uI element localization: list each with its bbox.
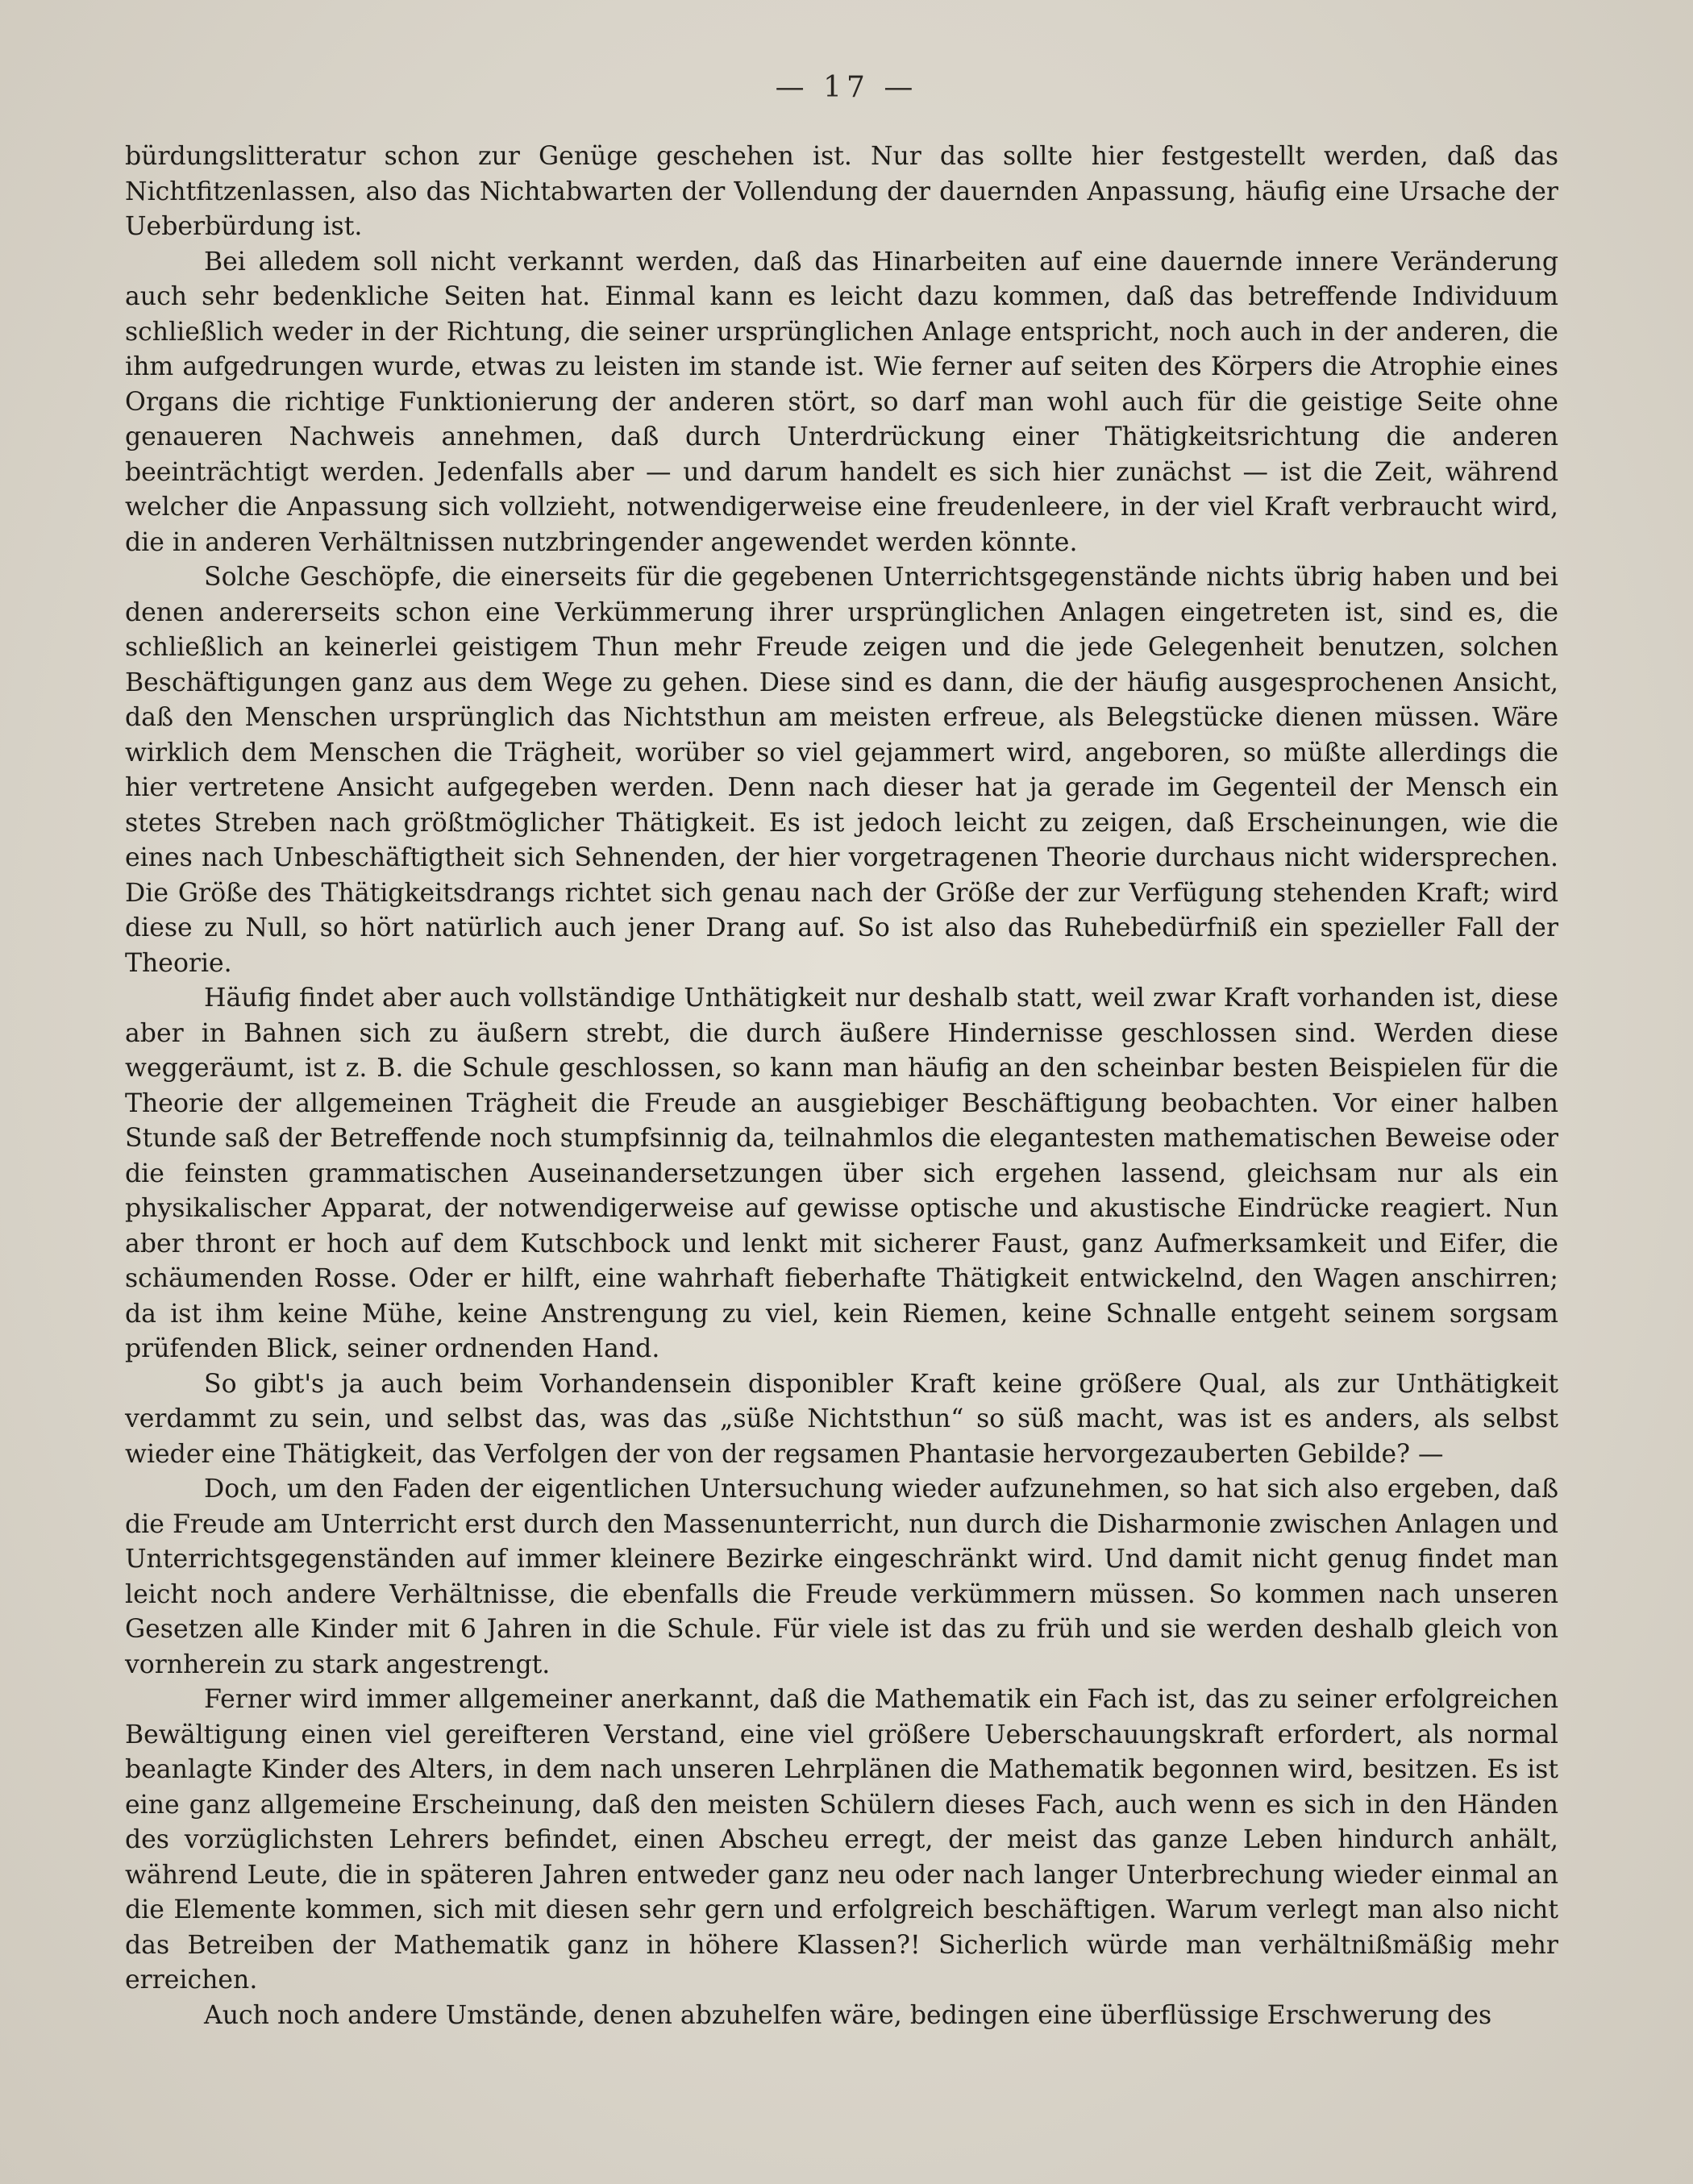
paragraph: Doch, um den Faden der eigentlichen Untersuchung wieder aufzunehmen, so hat sich also ergeben, daß die Freude am Unterricht erst durch den Massenunterricht, nun durch die Disharmonie zwischen Anlagen und Unterrichtsgegenständen auf immer kleinere Bezirke eingeschränkt wird. Und damit nicht genug findet man leicht noch andere Verhältnisse, die ebenfalls die Freude verkümmern müssen. So kommen nach unseren Gesetzen alle Kinder mit 6 Jahren in die Schule. Für viele ist das zu früh und sie werden deshalb gleich von vornherein zu stark angestrengt.	[125, 1475, 1558, 1679]
body-text	[125, 139, 1558, 2033]
paragraph: Bei alledem soll nicht verkannt werden, daß das Hinarbeiten auf eine dauernde innere Veränderung auch sehr bedenkliche Seiten hat. Einmal kann es leicht dazu kommen, daß das betreffende Individuum schließlich weder in der Richtung, die seiner ursprünglichen Anlage entspricht, noch auch in der anderen, die ihm aufgedrungen wurde, etwas zu leisten im stande ist. Wie ferner auf seiten des Körpers die Atrophie eines Organs die richtige Funktionierung der anderen stört, so darf man wohl auch für die geistige Seite ohne genaueren Nachweis annehmen, daß durch Unterdrückung einer Thätigkeitsrichtung die anderen beeinträchtigt werden. Jedenfalls aber — und darum handelt es sich hier zunächst — ist die Zeit, während welcher die Anpassung sich vollzieht, notwendigerweise eine freudenleere, in der viel Kraft verbraucht wird, die in anderen Verhältnissen nutzbringender angewendet werden könnte.	[125, 247, 1558, 557]
paragraph: Auch noch andere Umstände, denen abzuhelfen wäre, bedingen eine überflüssige Erschwerung des	[204, 2000, 1492, 2030]
paragraph: Solche Geschöpfe, die einerseits für die gegebenen Unterrichtsgegenstände nichts übrig haben und bei denen andererseits schon eine Verkümmerung ihrer ursprünglichen Anlagen eingetreten ist, sind es, die schließlich an keinerlei geistigem Thun mehr Freude zeigen und die jede Gelegenheit benutzen, solchen Beschäftigungen ganz aus dem Wege zu gehen. Diese sind es dann, die der häufig ausgesprochenen Ansicht, daß den Menschen ursprünglich das Nichtsthun am meisten erfreue, als Belegstücke dienen müssen. Wäre wirklich dem Menschen die Trägheit, worüber so viel gejammert wird, angeboren, so müßte allerdings die hier vertretene Ansicht aufgegeben werden. Denn nach dieser hat ja gerade im Gegenteil der Mensch ein stetes Streben nach größtmöglicher Thätigkeit. Es ist jedoch leicht zu zeigen, daß Erscheinungen, wie die eines nach Unbeschäftigtheit sich Sehnenden, der hier vorgetragenen Theorie durchaus nicht widersprechen. Die Größe des Thätigkeitsdrangs richtet sich genau nach der Größe der zur Verfügung stehenden Kraft; wird diese zu Null, so hört natürlich auch jener Drang auf. So ist also das Ruhebedürfniß ein spezieller Fall der Theorie.	[125, 563, 1558, 978]
paragraph: Ferner wird immer allgemeiner anerkannt, daß die Mathematik ein Fach ist, das zu seiner erfolgreichen Bewältigung einen viel gereifteren Verstand, eine viel größere Ueberschauungskraft erfordert, als normal beanlagte Kinder des Alters, in dem nach unseren Lehrplänen die Mathematik begonnen wird, besitzen. Es ist eine ganz allgemeine Erscheinung, daß den meisten Schülern dieses Fach, auch wenn es sich in den Händen des vorzüglichsten Lehrers befindet, einen Abscheu erregt, der meist das ganze Leben hindurch anhält, während Leute, die in späteren Jahren entweder ganz neu oder nach langer Unterbrechung wieder einmal an die Elemente kommen, sich mit diesen sehr gern und erfolgreich beschäftigen. Warum verlegt man also nicht das Betreiben der Mathematik ganz in höhere Klassen?! Sicherlich würde man verhältnißmäßig mehr erreichen.	[125, 1685, 1558, 1995]
paragraph: So gibt's ja auch beim Vorhandensein disponibler Kraft keine größere Qual, als zur Unthätigkeit verdammt zu sein, und selbst das, was das „süße Nichtsthun“ so süß macht, was ist es anders, als selbst wieder eine Thätigkeit, das Verfolgen der von der regsamen Phantasie hervorgezauberten Gebilde? —	[125, 1369, 1558, 1469]
page-number: — 17 —	[775, 71, 918, 104]
paragraph: Häufig findet aber auch vollständige Unthätigkeit nur deshalb statt, weil zwar Kraft vorhanden ist, diese aber in Bahnen sich zu äußern strebt, die durch äußere Hindernisse geschlossen sind. Werden diese weggeräumt, ist z. B. die Schule geschlossen, so kann man häufig an den scheinbar besten Beispielen für die Theorie der allgemeinen Trägheit die Freude an ausgiebiger Beschäftigung beobachten. Vor einer halben Stunde saß der Betreffende noch stumpfsinnig da, teilnahmlos die elegantesten mathematischen Beweise oder die feinsten grammatischen Auseinandersetzungen über sich ergehen lassend, gleichsam nur als ein physikalischer Apparat, der notwendigerweise auf gewisse optische und akustische Eindrücke reagiert. Nun aber thront er hoch auf dem Kutschbock und lenkt mit sicherer Faust, ganz Aufmerksamkeit und Eifer, die schäumenden Rosse. Oder er hilft, eine wahrhaft fieberhafte Thätigkeit entwickelnd, den Wagen anschirren; da ist ihm keine Mühe, keine Anstrengung zu viel, kein Riemen, keine Schnalle entgeht seinem sorgsam prüfenden Blick, seiner ordnenden Hand.	[125, 984, 1558, 1363]
paragraph: bürdungslitteratur schon zur Genüge geschehen ist. Nur das sollte hier festgestellt werden, daß das Nichtfitzenlassen, also das Nichtabwarten der Vollendung der dauernden Anpassung, häufig eine Ursache der Ueberbürdung ist.	[125, 142, 1558, 241]
